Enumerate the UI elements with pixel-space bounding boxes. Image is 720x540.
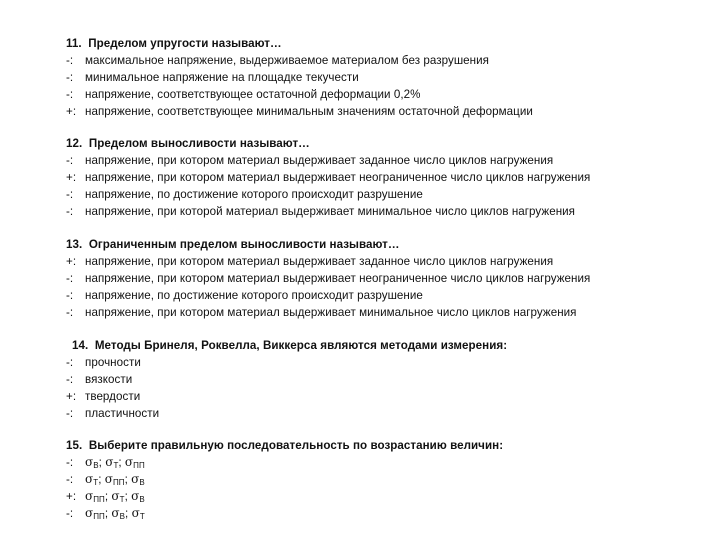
question-text: Пределом выносливости называют… <box>88 137 310 150</box>
formula-separator: ; <box>118 456 125 469</box>
question-12-title <box>66 135 706 152</box>
answer-mark: -: <box>66 88 74 101</box>
answer-mark: -: <box>66 154 74 167</box>
question-text: Методы Бринеля, Роквелла, Виккерса являются методами измерения: <box>94 339 508 352</box>
formula-separator: ; <box>98 473 105 486</box>
answer-mark: -: <box>66 272 74 285</box>
answer-mark: -: <box>66 456 74 469</box>
question-number: 11. <box>66 37 82 50</box>
answer-option <box>66 371 706 388</box>
question-14-title <box>66 337 706 354</box>
answer-text: напряжение, при котором материал выдерживает заданное число циклов нагружения <box>85 154 554 167</box>
question-11 <box>66 35 706 120</box>
sigma-formula <box>85 490 145 503</box>
sigma-symbol: σ <box>131 489 140 503</box>
sigma-symbol: σ <box>111 506 120 520</box>
answer-text: напряжение, по достижение которого происходит разрушение <box>85 289 423 302</box>
answer-mark: +: <box>66 171 77 184</box>
question-15 <box>66 437 706 522</box>
sigma-symbol: σ <box>131 506 140 520</box>
answer-option <box>66 103 706 120</box>
formula-separator: ; <box>124 473 132 486</box>
answer-text: напряжение, при котором материал выдерживает неограниченное число циклов нагружения <box>85 171 591 184</box>
answer-mark: -: <box>66 356 74 369</box>
sigma-subscript: В <box>139 495 145 504</box>
question-13 <box>66 236 706 321</box>
sigma-subscript: В <box>139 478 145 487</box>
sigma-subscript: ПП <box>93 512 105 521</box>
answer-text: напряжение, при которой материал выдерживает минимальное число циклов нагружения <box>85 205 576 218</box>
question-number: 12. <box>66 137 83 150</box>
sigma-subscript: Т <box>139 512 145 521</box>
answer-text: напряжение, соответствующее остаточной деформации 0,2% <box>85 88 421 101</box>
answer-text: минимальное напряжение на площадке текучести <box>85 71 359 84</box>
answer-option <box>66 186 706 203</box>
sigma-symbol: σ <box>111 489 120 503</box>
answer-option <box>66 86 706 103</box>
answer-mark: -: <box>66 507 74 520</box>
question-12 <box>66 135 706 220</box>
answer-option <box>66 69 706 86</box>
answer-option <box>66 388 706 405</box>
answer-text: напряжение, при котором материал выдерживает заданное число циклов нагружения <box>85 255 554 268</box>
sigma-subscript: Т <box>93 478 99 487</box>
answer-text: пластичности <box>85 407 160 420</box>
answer-mark: -: <box>66 306 74 319</box>
answer-mark: -: <box>66 205 74 218</box>
answer-text: напряжение, при котором материал выдерживает неограниченное число циклов нагружения <box>85 272 591 285</box>
question-number: 15. <box>66 439 83 452</box>
sigma-subscript: В <box>93 461 99 470</box>
answer-mark: -: <box>66 54 74 67</box>
answer-mark: -: <box>66 407 74 420</box>
sigma-subscript: ПП <box>93 495 105 504</box>
question-text: Пределом упругости называют… <box>88 37 282 50</box>
answer-option <box>66 152 706 169</box>
answer-option <box>66 253 706 270</box>
answer-text: твердости <box>85 390 141 403</box>
formula-separator: ; <box>98 456 106 469</box>
question-15-title <box>66 437 706 454</box>
sigma-symbol: σ <box>124 455 134 469</box>
answer-mark: -: <box>66 373 74 386</box>
answer-mark: +: <box>66 105 77 118</box>
answer-option <box>66 270 706 287</box>
answer-text: напряжение, по достижение которого происходит разрушение <box>85 188 423 201</box>
sigma-subscript: Т <box>119 495 125 504</box>
question-11-title <box>66 35 706 52</box>
answer-option <box>66 287 706 304</box>
answer-option <box>66 405 706 422</box>
answer-text: напряжение, при котором материал выдерживает минимальное число циклов нагружения <box>85 306 577 319</box>
answer-option <box>66 169 706 186</box>
sigma-symbol: σ <box>85 472 94 486</box>
sigma-subscript: ПП <box>112 478 125 487</box>
answer-option <box>66 454 706 471</box>
question-text: Выберите правильную последовательность по возрастанию величин: <box>88 439 504 452</box>
answer-mark: +: <box>66 390 77 403</box>
sigma-formula <box>85 473 145 486</box>
answer-text: максимальное напряжение, выдерживаемое материалом без разрушения <box>85 54 489 67</box>
answer-mark: +: <box>66 255 77 268</box>
sigma-subscript: В <box>119 512 126 521</box>
formula-separator: ; <box>125 507 132 520</box>
answer-option <box>66 505 706 522</box>
answer-option <box>66 52 706 69</box>
answer-option <box>66 488 706 505</box>
sigma-formula <box>85 507 145 520</box>
sigma-subscript: ПП <box>133 461 145 470</box>
answer-option <box>66 304 706 321</box>
answer-option <box>66 203 706 220</box>
answer-option <box>66 354 706 371</box>
question-number: 13. <box>66 238 83 251</box>
answer-option <box>66 471 706 488</box>
sigma-symbol: σ <box>85 506 94 520</box>
question-number: 14. <box>72 339 89 352</box>
sigma-formula <box>85 456 145 469</box>
answer-text: прочности <box>85 356 141 369</box>
answer-text: вязкости <box>85 373 133 386</box>
question-14 <box>66 337 706 422</box>
sigma-symbol: σ <box>104 472 113 486</box>
sigma-subscript: Т <box>113 461 119 470</box>
formula-separator: ; <box>104 507 112 520</box>
answer-mark: -: <box>66 188 74 201</box>
answer-mark: -: <box>66 71 74 84</box>
answer-mark: -: <box>66 473 74 486</box>
answer-mark: +: <box>66 490 77 503</box>
sigma-symbol: σ <box>85 489 94 503</box>
sigma-symbol: σ <box>85 455 94 469</box>
question-text: Ограниченным пределом выносливости называют… <box>88 238 400 251</box>
answer-mark: -: <box>66 289 74 302</box>
sigma-symbol: σ <box>105 455 114 469</box>
answer-text: напряжение, соответствующее минимальным значениям остаточной деформации <box>85 105 533 118</box>
question-13-title <box>66 236 706 253</box>
formula-separator: ; <box>104 490 112 503</box>
formula-separator: ; <box>124 490 132 503</box>
sigma-symbol: σ <box>131 472 140 486</box>
